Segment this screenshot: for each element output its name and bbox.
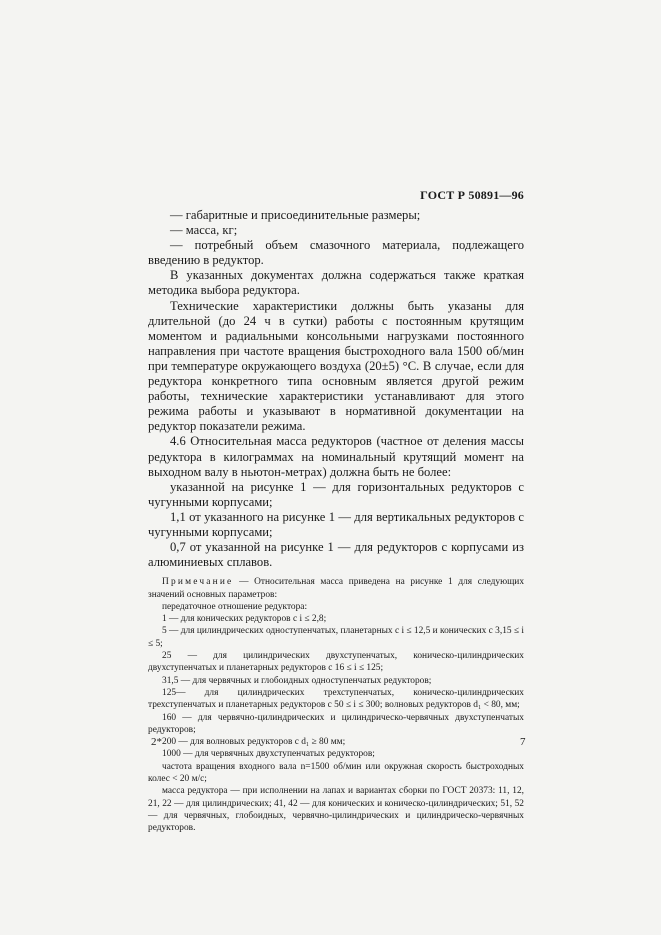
note-label: Примечание: [162, 577, 234, 588]
page-number: 7: [520, 736, 526, 748]
note-line: 1000 — для червячных двухступенчатых редукторов;: [162, 749, 375, 760]
list-item: — масса, кг;: [170, 223, 238, 238]
note-line: масса редуктора — при исполнении на лапах и вариантах сборки по ГОСТ 20373: 11, 12, 21, 22 — для цилиндрических; 41, 42 — для конических и коническо-цилиндрических; 51, 52 — для червячных, глобоидных, червячно-цилиндрических и цилиндрическо-червячных редукторов.: [148, 786, 524, 834]
note-line: 31,5 — для червячных и глобоидных одноступенчатых редукторов;: [162, 675, 432, 686]
note-line: частота вращения входного вала n=1500 об/мин или окружная скорость быстроходных колес < 20 м/с;: [148, 761, 524, 784]
note-intro: [148, 576, 524, 601]
note-line: 160 — для червячно-цилиндрических и цилиндрическо-червячных двухступенчатых редукторов;: [148, 712, 524, 735]
note-line: 25 — для цилиндрических двухступенчатых, коническо-цилиндрических двухступенчатых и планетарных редукторов с 16 ≤ i ≤ 125;: [148, 651, 524, 674]
note-line: 125— для цилиндрических трехступенчатых, коническо-цилиндрических трехступенчатых и планетарных редукторов с 50 ≤ i ≤ 300; волновых редукторов d₁ < 80, мм;: [148, 687, 524, 711]
paragraph: Технические характеристики должны быть указаны для длительной (до 24 ч в сутки) работы с постоянным крутящим моментом и радиальными консольными нагрузками постоянного направления при частоте вращения быстроходного вала 1500 об/мин при температуре окружающего воздуха (20±5) °С. В случае, если для редуктора конкретного типа основным является другой режим работы, технические характеристики устанавливают для этого режима работы и указывают в нормативной документации на редуктор показатели режима.: [148, 298, 524, 434]
note-block: [148, 576, 524, 834]
note-line: 5 — для цилиндрических одноступенчатых, планетарных с i ≤ 12,5 и конических с 3,15 ≤ i ≤ 5;: [148, 626, 525, 649]
note-intro-text: — Относительная масса приведена на рисунке 1 для следующих значений основных параметров:: [148, 577, 525, 600]
document-code: ГОСТ Р 50891—96: [420, 188, 524, 202]
list-item: — потребный объем смазочного материала, подлежащего введению в редуктор.: [148, 238, 524, 268]
page-content: [148, 208, 524, 834]
list-item: указанной на рисунке 1 — для горизонтальных редукторов с чугунными корпусами;: [148, 479, 524, 509]
list-item: — габаритные и присоединительные размеры;: [170, 208, 421, 222]
list-item: 1,1 от указанного на рисунке 1 — для вертикальных редукторов с чугунными корпусами;: [148, 509, 524, 539]
note-line: 1 — для конических редукторов с i ≤ 2,8;: [162, 614, 327, 625]
note-line: передаточное отношение редуктора:: [162, 601, 308, 612]
list-item: 0,7 от указанной на рисунке 1 — для редукторов с корпусами из алюминиевых сплавов.: [148, 540, 524, 570]
section-paragraph: 4.6 Относительная масса редукторов (частное от деления массы редуктора в килограммах на номинальный крутящий момент на выходном валу в ньютон-метрах) должна быть не более:: [148, 434, 524, 479]
signature-mark: 2*: [151, 736, 162, 748]
note-line: 200 — для волновых редукторов с d₁ ≥ 80 мм;: [162, 737, 346, 748]
paragraph: В указанных документах должна содержаться также краткая методика выбора редуктора.: [148, 268, 524, 298]
